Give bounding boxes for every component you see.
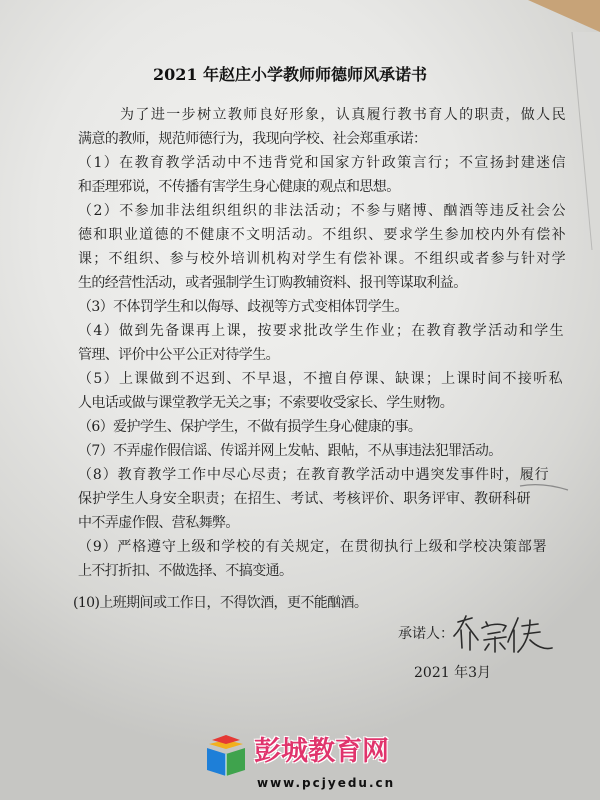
text-line: （5）上课做到不迟到、不早退，不擅自停课、缺课；上课时间不接听私 [78, 371, 562, 387]
text-line: （1）在教育教学活动中不违背党和国家方针政策言行；不宣扬封建迷信 [78, 155, 565, 171]
text-line: 为了进一步树立教师良好形象，认真履行教书育人的职责，做人民 [120, 107, 565, 123]
table-corner [528, 0, 600, 32]
text-line: （2）不参加非法组织组织的非法活动；不参与赌博、酗酒等违反社会公 [78, 203, 565, 219]
watermark-site-name: 彭城教育网 [254, 736, 389, 767]
open-book-icon [203, 734, 249, 778]
text-line: 课；不组织、参与校外培训机构对学生有偿补课。不组织或者参与针对学 [78, 251, 565, 267]
text-line: 管理、评价中公平公正对待学生。 [78, 347, 279, 363]
text-line: 保护学生人身安全职责；在招生、考试、考核评价、职务评审、教研科研 [78, 491, 530, 507]
commitment-item-1 [78, 151, 565, 199]
text-line: （3）不体罚学生和以侮辱、歧视等方式变相体罚学生。 [78, 299, 408, 315]
text-line: （6）爱护学生、保护学生，不做有损学生身心健康的事。 [78, 419, 422, 435]
text-line: 德和职业道德的不健康不文明活动。不组织、要求学生参加校内外有偿补 [78, 227, 565, 243]
signer-label: 承诺人： [398, 626, 454, 642]
commitment-item-2 [78, 199, 565, 295]
commitment-item-8 [78, 463, 565, 535]
commitment-item-3 [78, 295, 565, 319]
text-line: (10)上班期间或工作日，不得饮酒，更不能酗酒。 [73, 595, 368, 611]
commitment-body [73, 103, 565, 615]
commitment-item-5 [78, 367, 565, 415]
text-line: （7）不弄虚作假信谣、传谣并网上发帖、跟帖，不从事违法犯罪活动。 [78, 443, 502, 459]
watermark-url: www.pcjyedu.cn [257, 776, 396, 790]
text-line: （8）教育教学工作中尽心尽责；在教育教学活动中遇突发事件时，履行 [78, 467, 548, 483]
text-line: 中不弄虚作假、营私舞弊。 [78, 515, 239, 531]
commitment-item-9 [78, 535, 565, 583]
document-title: 2021 年赵庄小学教师师德师风承诺书 [152, 65, 428, 84]
document-date: 2021 年3月 [414, 665, 491, 681]
commitment-item-6 [78, 415, 565, 439]
commitment-item-4 [78, 319, 565, 367]
text-line: （4）做到先备课再上课，按要求批改学生作业；在教育教学活动和学生 [78, 323, 563, 339]
text-line: （9）严格遵守上级和学校的有关规定，在贯彻执行上级和学校决策部署 [78, 539, 546, 555]
intro-paragraph [78, 103, 565, 151]
commitment-item-7 [78, 439, 565, 463]
text-line: 满意的教师，规范师德行为，我现向学校、社会郑重承诺： [78, 131, 427, 147]
handwritten-signature [450, 610, 560, 658]
text-line: 上不打折扣、不做选择、不搞变通。 [78, 563, 293, 579]
text-line: 人电话或做与课堂教学无关之事；不索要收受家长、学生财物。 [78, 395, 454, 411]
text-line: 生的经营性活动，或者强制学生订购教辅资料、报刊等谋取利益。 [78, 275, 467, 291]
text-line: 和歪理邪说，不传播有害学生身心健康的观点和思想。 [78, 179, 400, 195]
